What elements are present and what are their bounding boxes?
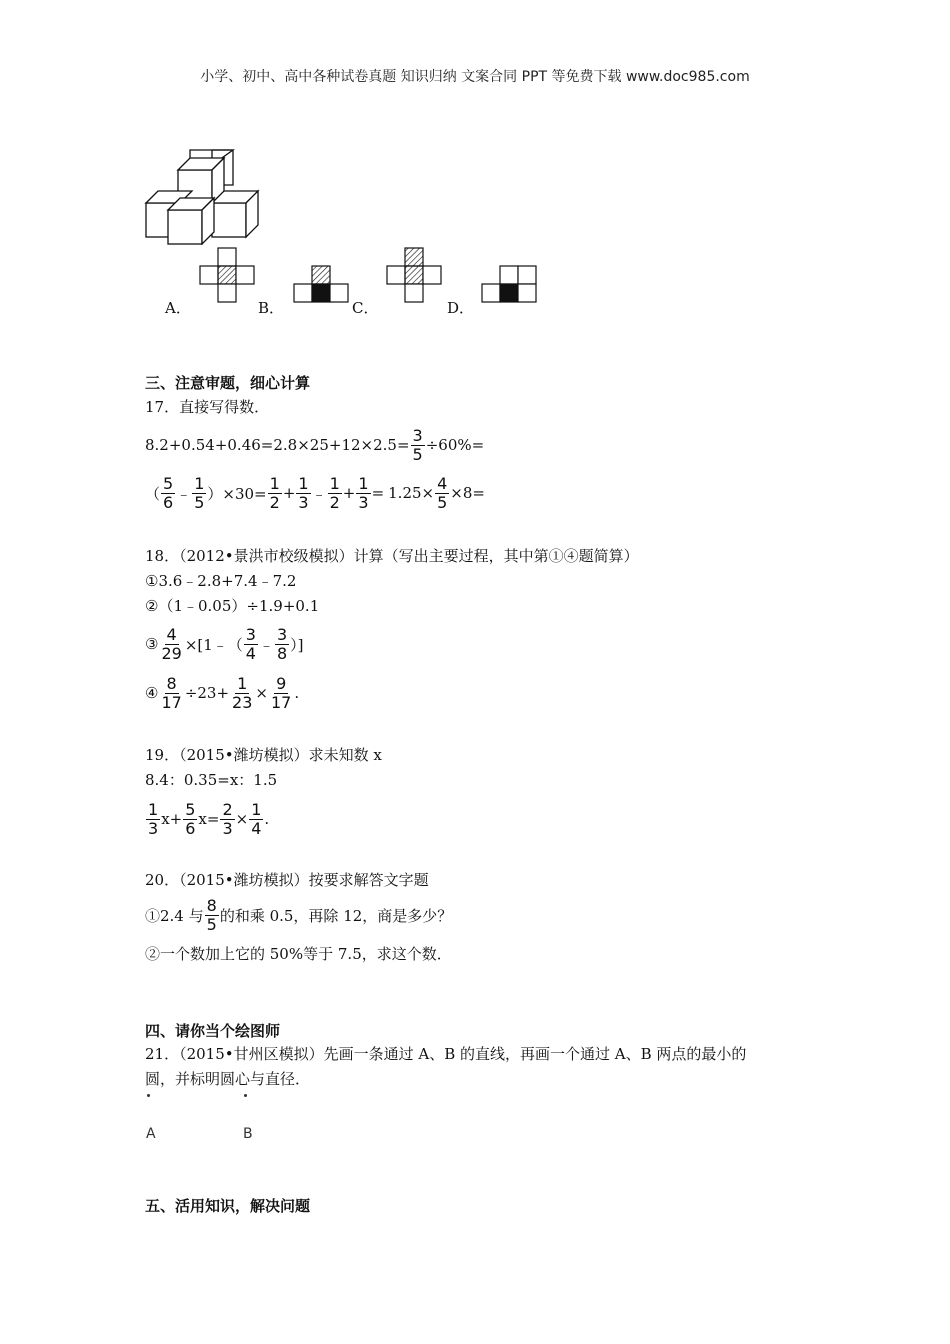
q18-item1: ①3.6﹣2.8+7.4﹣7.2 — [145, 572, 297, 590]
page-header: 小学、初中、高中各种试卷真题 知识归纳 文案合同 PPT 等免费下载 www.doc985.com — [200, 69, 750, 85]
net-options-figure — [145, 245, 555, 315]
fraction: $\frac{3}{4}$ — [245, 624, 256, 663]
q18-item2: ②（1﹣0.05）÷1.9+0.1 — [145, 597, 320, 615]
fraction: $\frac{9}{17}$ — [270, 673, 292, 712]
point-a-dot — [147, 1094, 150, 1097]
q18-item4: ④ $\frac{8}{17}$ ÷23+ $\frac{1}{23}$ × $\frac{9}{17}$ . — [145, 673, 300, 712]
fraction: $\frac{8}{5}$ — [206, 895, 217, 934]
q21-text-line1: 21．（2015•甘州区模拟）先画一条通过 A、B 的直线，再画一个通过 A、B 两点的最小的 — [145, 1045, 747, 1063]
q17-row1 — [145, 425, 484, 465]
q19-stem: 19．（2015•潍坊模拟）求未知数 x — [145, 746, 382, 764]
point-b-label: B — [243, 1126, 253, 1142]
point-a-label: A — [146, 1126, 156, 1142]
q17-expr-a: 8.2+0.54+0.46= — [145, 436, 274, 454]
q21-text-line2: 圆，并标明圆心与直径． — [145, 1070, 311, 1088]
fraction: $\frac{1}{23}$ — [232, 673, 253, 712]
q19-equation2: $\frac{1}{3}$ x+ $\frac{5}{6}$ x= $\frac{2}{3}$ × $\frac{1}{4}$ . — [148, 799, 270, 838]
fraction: $\frac{3}{5}$ — [412, 425, 423, 464]
fraction: $\frac{5}{6}$ — [163, 473, 174, 512]
q17-row2: （ $\frac{5}{6}$ ﹣ $\frac{1}{5}$ ）×30= $\frac{1}{2}$ + $\frac{1}{3}$ ﹣ $\frac{1}{2}$ + $\frac{1}{3}$ = 1.25× $\frac{4}{5}$ ×8= — [145, 473, 485, 512]
fraction: $\frac{1}{2}$ — [269, 473, 280, 512]
option-b-label: B． — [258, 299, 285, 317]
section4-title: 四、请你当个绘图师 — [145, 1022, 281, 1040]
fraction: $\frac{1}{5}$ — [194, 473, 205, 512]
fraction: $\frac{4}{29}$ — [161, 624, 182, 663]
q17-stem: 17．直接写得数． — [145, 398, 270, 416]
q17-expr-b: 2.8×25+12×2.5= — [273, 436, 410, 454]
fraction: $\frac{1}{4}$ — [251, 799, 262, 838]
fraction: $\frac{8}{17}$ — [161, 673, 182, 712]
q19-equation1: 8.4：0.35=x：1.5 — [145, 771, 278, 789]
option-a-label: A． — [165, 299, 191, 317]
q18-stem: 18．（2012•景洪市校级模拟）计算（写出主要过程，其中第①④题简算） — [145, 547, 639, 565]
point-b-dot — [244, 1094, 247, 1097]
section3-title: 三、注意审题，细心计算 — [145, 374, 311, 392]
fraction: $\frac{1}{3}$ — [358, 473, 369, 512]
fraction: $\frac{3}{8}$ — [276, 624, 288, 663]
option-c-label: C． — [352, 299, 379, 317]
q20-item2: ②一个数加上它的 50%等于 7.5，求这个数． — [145, 945, 452, 963]
fraction: $\frac{1}{2}$ — [329, 473, 340, 512]
fraction: $\frac{1}{3}$ — [148, 799, 159, 838]
fraction: $\frac{5}{6}$ — [185, 799, 196, 838]
fraction: $\frac{4}{5}$ — [437, 473, 448, 512]
q20-stem: 20．（2015•潍坊模拟）按要求解答文字题 — [145, 871, 429, 889]
section5-title: 五、活用知识，解决问题 — [145, 1197, 311, 1215]
fraction: $\frac{1}{3}$ — [298, 473, 309, 512]
q18-item3: ③ $\frac{4}{29}$ ×[1﹣（ $\frac{3}{4}$ ﹣ $\frac{3}{8}$ ）] — [145, 624, 304, 663]
option-d-label: D． — [447, 299, 475, 317]
q17-expr-c: ÷60%= — [425, 436, 485, 454]
fraction: $\frac{2}{3}$ — [222, 799, 233, 838]
cube-stack-figure — [140, 145, 265, 245]
q20-item1: ①2.4 与 $\frac{8}{5}$ 的和乘 0.5，再除 12，商是多少？ — [145, 895, 453, 934]
